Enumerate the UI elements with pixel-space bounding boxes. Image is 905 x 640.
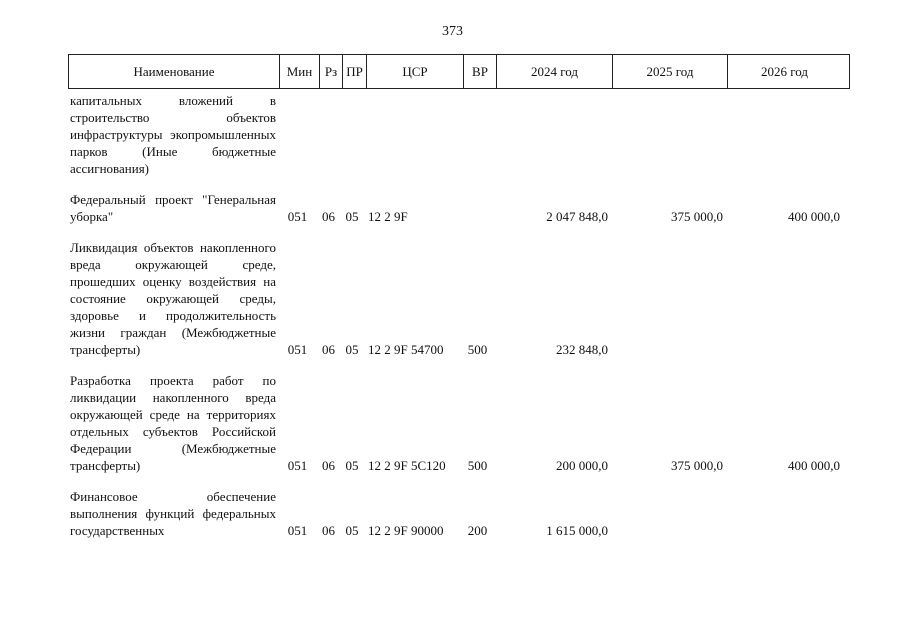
- column-header-2024: 2024 год: [496, 55, 612, 88]
- row-csr: 12 2 9F 54700: [368, 342, 444, 357]
- table-row: [68, 92, 850, 177]
- row-vr: 500: [467, 342, 488, 357]
- column-header-csr: ЦСР: [366, 55, 463, 88]
- row-pr: 05: [345, 458, 359, 473]
- column-header-min: Мин: [279, 55, 319, 88]
- row-min: 051: [287, 523, 308, 538]
- row-pr: 05: [345, 342, 359, 357]
- column-header-2025: 2025 год: [612, 55, 727, 88]
- table-body: [68, 92, 850, 539]
- page-number: 373: [442, 24, 463, 39]
- row-name: Ликвидация объектов накопленного вреда окружающей среде, прошедших оценку воздействия на состояние окружающей среды, здоровье и продолжительность жизни граждан (Межбюджетные трансферты): [70, 240, 276, 357]
- row-pr: 05: [345, 209, 359, 224]
- column-header-rz: Рз: [319, 55, 342, 88]
- table-row: [68, 239, 850, 358]
- row-rz: 06: [322, 523, 335, 538]
- row-rz: 06: [322, 342, 335, 357]
- row-name: Разработка проекта работ по ликвидации накопленного вреда окружающей среде на территориях отдельных субъектов Российской Федерации (Межбюджетные трансферты): [70, 373, 276, 473]
- row-2024: 200 000,0: [556, 458, 608, 473]
- row-2025: 375 000,0: [671, 209, 723, 224]
- row-vr: 500: [467, 458, 488, 473]
- row-min: 051: [287, 458, 308, 473]
- column-header-vr: ВР: [463, 55, 496, 88]
- row-vr: 200: [467, 523, 488, 538]
- row-min: 051: [287, 342, 308, 357]
- column-header-name: Наименование: [133, 63, 215, 79]
- row-name: капитальных вложений в строительство объектов инфраструктуры экопромышленных парков (Иные бюджетные ассигнования): [70, 93, 276, 176]
- row-csr: 12 2 9F: [368, 209, 408, 224]
- row-2024: 232 848,0: [556, 342, 608, 357]
- row-name: Федеральный проект "Генеральная уборка": [70, 192, 276, 224]
- row-pr: 05: [345, 523, 359, 538]
- row-rz: 06: [322, 458, 335, 473]
- row-2024: 1 615 000,0: [546, 523, 608, 538]
- table-row: [68, 488, 850, 539]
- table-header: [68, 54, 850, 89]
- row-rz: 06: [322, 209, 335, 224]
- row-csr: 12 2 9F 5C120: [368, 458, 446, 473]
- row-2026: 400 000,0: [788, 458, 840, 473]
- column-header-pr: ПР: [342, 55, 366, 88]
- table-row: [68, 191, 850, 225]
- row-name: Финансовое обеспечение выполнения функций федеральных государственных: [70, 489, 276, 538]
- row-2024: 2 047 848,0: [546, 209, 608, 224]
- column-header-2026: 2026 год: [727, 55, 841, 88]
- row-2026: 400 000,0: [788, 209, 840, 224]
- row-csr: 12 2 9F 90000: [368, 523, 444, 538]
- table-row: [68, 372, 850, 474]
- row-min: 051: [287, 209, 308, 224]
- row-2025: 375 000,0: [671, 458, 723, 473]
